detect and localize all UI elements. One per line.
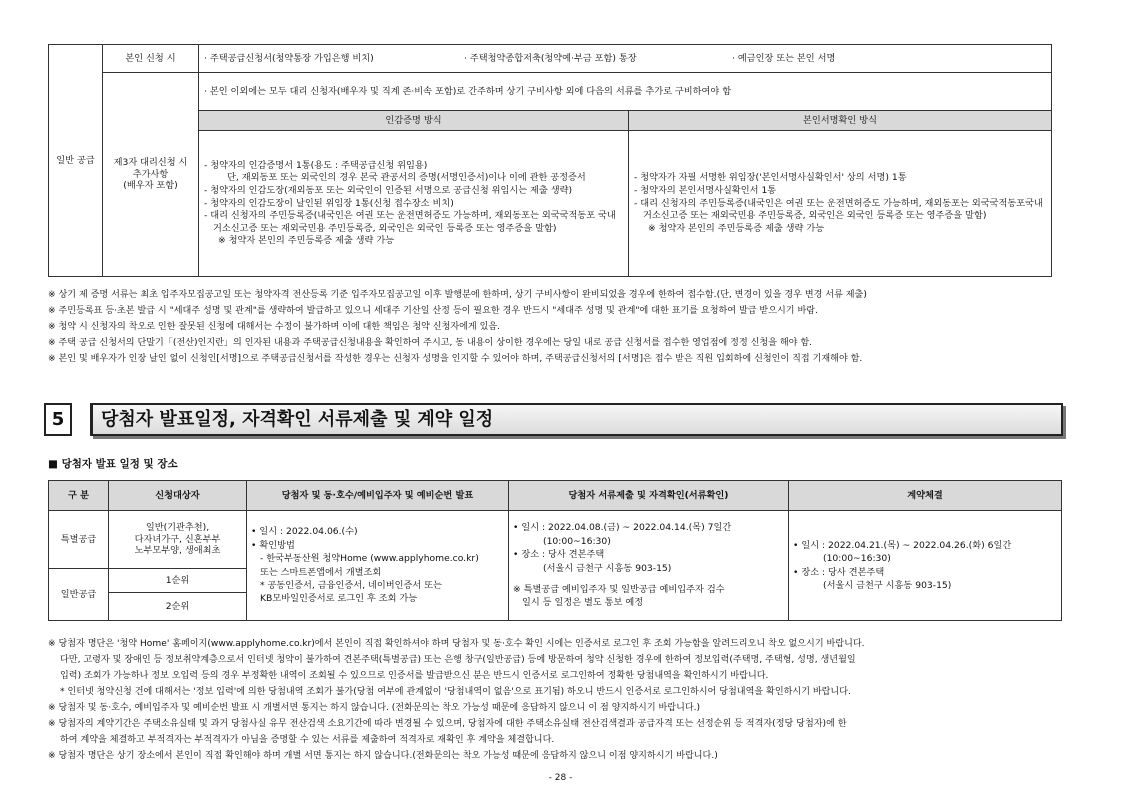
schedule-table bbox=[48, 480, 1062, 621]
notes-bottom bbox=[48, 636, 1063, 764]
proxy-intro: · 본인 이외에는 모두 대리 신청자(배우자 및 직계 존·비속 포함)로 간주하며 상기 구비사항 외에 다음의 서류를 추가로 구비하여야 함 bbox=[199, 73, 1052, 111]
list-item: - 청약자의 본인서명사실확인서 1통 bbox=[634, 185, 777, 196]
seal-cert-header: 인감증명 방식 bbox=[199, 111, 629, 131]
signature-cert-note: ※ 청약자 본인의 주민등록증 제출 생략 가능 bbox=[648, 222, 825, 234]
list-item: - 청약자의 인감증명서 1통(용도 : 주택공급신청 위임용) 단, 재외동포 또는 외국인의 경우 본국 관공서의 증명(서명인증서)이나 이에 관한 공정증서 bbox=[204, 159, 586, 184]
subheading: ■ 당첨자 발표 일정 및 장소 bbox=[48, 458, 178, 470]
section-number: 5 bbox=[44, 403, 72, 436]
col-header: 구 분 bbox=[49, 481, 109, 511]
self-apply-label: 본인 신청 시 bbox=[103, 45, 199, 73]
note-line: ※ 당첨자 및 동·호수, 예비입주자 및 예비순번 발표 시 개별서면 통지는 하지 않습니다. (전화문의는 착오 가능성 때문에 응답하지 않으니 이 점 양지하시기 바랍니다.) bbox=[48, 703, 701, 713]
proxy-label-line: 추가사항 bbox=[132, 168, 169, 180]
note-line: ※ 본인 및 배우자가 인장 날인 없이 신청인[서명]으로 주택공급신청서를 작성한 경우는 신청자 성명을 인지할 수 있어야 하며, 주택공급신청서의 [서명]은 접수 받은 직원 입회하에 신청인이 직접 기재해야 함. bbox=[48, 354, 863, 364]
note-line: ※ 청약 시 신청자의 착오로 인한 잘못된 신청에 대해서는 수정이 불가하며 이에 대한 책임은 청약 신청자에게 있음. bbox=[48, 322, 501, 332]
section-title: 당첨자 발표일정, 자격확인 서류제출 및 계약 일정 bbox=[90, 403, 1063, 436]
signature-cert-header: 본인서명확인 방식 bbox=[629, 111, 1052, 131]
notes-top bbox=[48, 287, 1058, 367]
seal-cert-list bbox=[204, 160, 623, 235]
self-apply-item: · 예금인장 또는 본인 서명 bbox=[732, 52, 836, 64]
special-supply-targets: 일반(기관추천), 다자녀가구, 신혼부부 노부모부양, 생애최초 bbox=[109, 511, 247, 569]
col-header: 신청대상자 bbox=[109, 481, 247, 511]
list-item: - 대리 신청자의 주민등록증(내국인은 여권 또는 운전면허증도 가능하며, 재외동포는 외국국적동포 국내거소신고증 또는 재외국민용 주민등록증, 외국인은 외국인 등록증 또는 영주증을 말함) bbox=[204, 210, 616, 234]
note-line: ※ 주택 공급 신청서의 단말기「(전산)인지란」의 인자된 내용과 주택공급신청내용을 확인하여 주시고, 동 내용이 상이한 경우에는 당일 내로 공급 신청서를 접수한 영업점에 정정 신청을 해야 함. bbox=[48, 338, 813, 348]
note-line: ※ 당첨자 명단은 '청약 Home' 홈페이지(www.applyhome.co.kr)에서 본인이 직접 확인하셔야 하며 당첨자 및 동·호수 확인 시에는 인증서로 로그인 후 조회 가능함을 알려드리오니 착오 없으시기 바랍니다. bbox=[48, 639, 865, 649]
rank-1-label: 1순위 bbox=[109, 569, 247, 593]
list-item: - 청약자가 자필 서명한 위임장('본인서명사실확인서' 상의 서명) 1통 bbox=[634, 172, 907, 184]
note-line: ※ 당첨자의 계약기간은 주택소유실태 및 과거 당첨사실 유무 전산검색 소요기간에 따라 변경될 수 있으며, 당첨자에 대한 주택소유실태 전산검색결과 공급자격 또는 선정순위 등 적격자(정당 당첨자)에 한 bbox=[48, 719, 847, 729]
list-item: - 청약자의 인감도장(재외동포 또는 외국인이 인증된 서명으로 공급신청 위임시는 제출 생략) bbox=[204, 185, 573, 196]
required-documents-table bbox=[48, 44, 1052, 277]
general-supply-category bbox=[49, 45, 103, 277]
signature-cert-list bbox=[634, 172, 1046, 222]
seal-cert-note: ※ 청약자 본인의 주민등록증 제출 생략 가능 bbox=[218, 235, 395, 247]
note-line: 입력) 조회가 가능하나 정보 오입력 등의 경우 부정확한 내역이 조회될 수 있으므로 인증서를 발급받으신 분은 반드시 인증서로 로그인하여 정확한 당첨내역을 확인하시기 바랍니다. bbox=[60, 671, 769, 681]
special-supply-label: 특별공급 bbox=[49, 511, 109, 569]
rank-2-label: 2순위 bbox=[109, 593, 247, 621]
col-header: 당첨자 서류제출 및 자격확인(서류확인) bbox=[509, 481, 789, 511]
proxy-apply-label bbox=[103, 73, 199, 277]
proxy-label-line: 제3자 대리신청 시 bbox=[113, 156, 188, 168]
self-apply-items bbox=[199, 45, 1052, 73]
general-supply-label: 일반공급 bbox=[49, 569, 109, 621]
category-label: 일반 공급 bbox=[56, 154, 95, 166]
self-apply-item: · 주택청약종합저축(청약예·부금 포함) 통장 bbox=[464, 52, 637, 64]
self-apply-item: · 주택공급신청서(청약통장 가입은행 비치) bbox=[204, 52, 374, 64]
note-line: 하여 계약을 체결하고 부적격자는 부적격자가 아님을 증명할 수 있는 서류를 제출하여 적격자로 재확인 후 계약을 체결합니다. bbox=[60, 735, 555, 745]
announcement-cell: • 일시 : 2022.04.06.(수) • 확인방법 - 한국부동산원 청약Home (www.applyhome.co.kr) 또는 스마트폰앱에서 개별조회 * 공동인증서, 금융인증서, 네이버인증서 또는 KB모바일인증서로 로그인 후 조회 가능 bbox=[247, 511, 509, 621]
seal-cert-list-cell bbox=[199, 131, 629, 277]
contract-cell: • 일시 : 2022.04.21.(목) ~ 2022.04.26.(화) 6일간 (10:00~16:30) • 장소 : 당사 견본주택 (서울시 금천구 시흥동 903-15) bbox=[789, 511, 1062, 621]
note-line: ※ 상기 제 증명 서류는 최초 입주자모집공고일 또는 청약자격 전산등록 기준 입주자모집공고일 이후 발행분에 한하며, 상기 구비사항이 완비되었을 경우에 한하여 접수함.(단, 변경이 있을 경우 변경 서류 제출) bbox=[48, 290, 867, 300]
list-item: - 청약자의 인감도장이 날인된 위임장 1통(신청 접수장소 비치) bbox=[204, 197, 454, 209]
note-line: 다만, 고령자 및 장애인 등 정보취약계층으로서 인터넷 청약이 불가하여 견본주택(특별공급) 또는 은행 창구(일반공급) 등에 방문하여 청약 신청한 경우에 한하여 정보입력(주택명, 주택형, 성명, 생년월일 bbox=[60, 655, 856, 665]
note-line: ※ 주민등록표 등·초본 발급 시 "세대주 성명 및 관계"를 생략하여 발급하고 있으니 세대주 기산일 산정 등이 필요한 경우 반드시 "세대주 성명 및 관계"에 대한 표기를 요청하여 발급 받으시기 바람. bbox=[48, 306, 818, 316]
page-number: - 28 - bbox=[548, 773, 573, 783]
col-header: 당첨자 및 동·호수/예비입주자 및 예비순번 발표 bbox=[247, 481, 509, 511]
list-item: - 대리 신청자의 주민등록증(내국인은 여권 또는 운전면허증도 가능하며, 재외동포는 외국국적동포국내거소신고증 또는 재외국민용 주민등록증, 외국인은 외국인 등록증 또는 영주증을 말함) bbox=[634, 197, 1043, 222]
signature-cert-list-cell bbox=[629, 131, 1052, 277]
document-submission-cell: • 일시 : 2022.04.08.(금) ~ 2022.04.14.(목) 7일간 (10:00~16:30) • 장소 : 당사 견본주택 (서울시 금천구 시흥동 903-15) ※ 특별공급 예비입주자 및 일반공급 예비입주자 검수 일시 등 일정은 별도 통보 예정 bbox=[509, 511, 789, 621]
note-line: ※ 당첨자 명단은 상기 장소에서 본인이 직접 확인해야 하며 개별 서면 통지는 하지 않습니다.(전화문의는 착오 가능성 때문에 응답하지 않으니 이점 양지하시기 바랍니다.) bbox=[48, 751, 718, 761]
col-header: 계약체결 bbox=[789, 481, 1062, 511]
note-line: * 인터넷 청약신청 건에 대해서는 '정보 입력'에 의한 당첨내역 조회가 불가(당첨 여부에 관계없이 '당첨내역이 없음'으로 표기됨) 하오니 반드시 인증서로 로그인하시어 당첨내역을 확인하시기 바랍니다. bbox=[60, 687, 851, 697]
proxy-label-line: (배우자 포함) bbox=[123, 180, 178, 192]
